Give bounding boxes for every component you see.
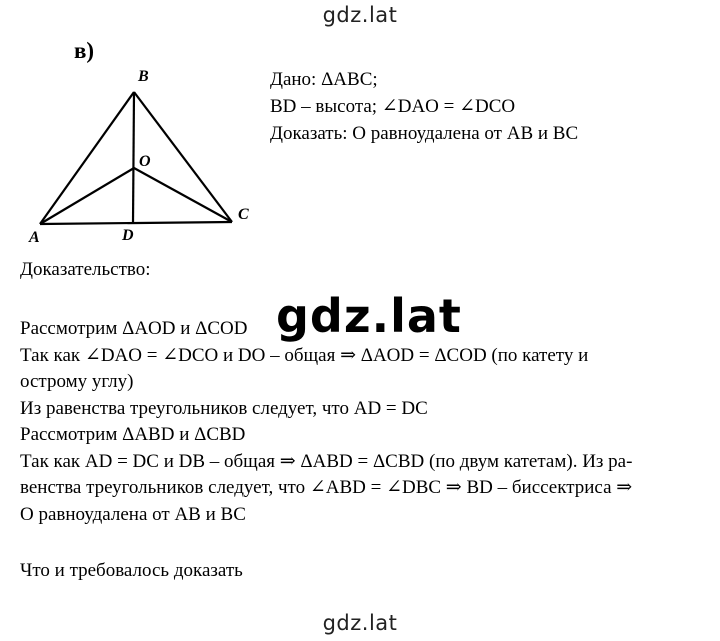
proof-line: Так как ∠DAO = ∠DCO и DO – общая ⇒ ΔAOD = ΔCOD (по катету и [20,344,589,366]
segment-bd [133,92,134,223]
vertex-label-c: C [238,206,249,223]
proof-heading: Доказательство: [20,259,151,280]
proof-line: Рассмотрим ΔAOD и ΔCOD [20,318,248,339]
proof-line: Рассмотрим ΔABD и ΔCBD [20,424,246,445]
vertex-label-b: B [138,68,149,85]
proof-block [20,316,632,528]
segment-co [134,168,232,222]
vertex-label-o: O [139,153,151,170]
given-line: BD – высота; ∠DAO = ∠DCO [270,96,516,117]
watermark-top: gdz.lat [322,3,398,27]
segment-ao [40,168,134,224]
vertex-label-d: D [122,227,134,244]
watermark-center: gdz.lat [276,289,462,343]
segment-ab [40,92,134,224]
segment-ac [40,222,232,224]
proof-line: Из равенства треугольников следует, что AD = DC [20,397,428,419]
triangle-figure [0,0,300,250]
given-line: Дано: ΔABC; [270,69,378,90]
part-label: в) [74,38,95,63]
watermark-bottom: gdz.lat [322,611,398,635]
conclusion: Что и требовалось доказать [20,560,243,581]
proof-line: венства треугольников следует, что ∠ABD = ∠DBC ⇒ BD – биссектриса ⇒ [20,477,633,498]
given-line: Доказать: O равноудалена от AB и BC [270,123,579,144]
proof-line: O равноудалена от AB и BC [20,503,246,525]
vertex-label-a: A [29,229,40,246]
proof-line: Так как AD = DC и DB – общая ⇒ ΔABD = ΔCBD (по двум катетам). Из ра- [20,450,633,472]
given-block [270,66,578,147]
proof-line: острому углу) [20,371,134,392]
